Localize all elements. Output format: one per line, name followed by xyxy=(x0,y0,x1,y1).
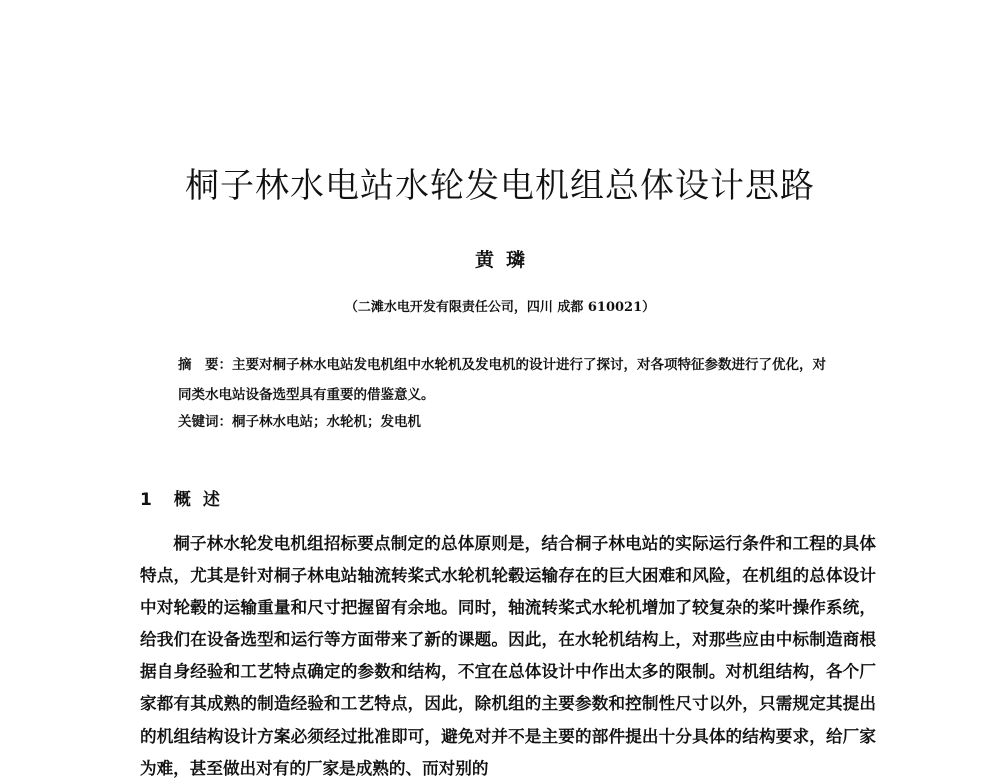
keywords-label: 关键词： xyxy=(178,414,232,430)
section-heading xyxy=(140,485,232,510)
section-number: 1 xyxy=(140,490,152,510)
abstract xyxy=(178,350,838,410)
section-paragraph: 桐子林水轮发电机组招标要点制定的总体原则是，结合桐子林电站的实际运行条件和工程的具体特点，尤其是针对桐子林电站轴流转桨式水轮机轮毂运输存在的巨大困难和风险，在机组的总体设计中对轮毂的运输重量和尺寸把握留有余地。同时，轴流转桨式水轮机增加了较复杂的桨叶操作系统，给我们在设备选型和运行等方面带来了新的课题。因此，在水轮机结构上，对那些应由中标制造商根据自身经验和工艺特点确定的参数和结构，不宜在总体设计中作出太多的限制。对机组结构，各个厂家都有其成熟的制造经验和工艺特点，因此，除机组的主要参数和控制性尺寸以外，只需规定其提出的机组结构设计方案必须经过批准即可，避免对并不是主要的部件提出十分具体的结构要求，给厂家为难，甚至做出对有的厂家是成熟的、而对别的 xyxy=(140,533,876,778)
keywords-text: 桐子林水电站；水轮机；发电机 xyxy=(232,414,421,430)
abstract-label: 摘 要： xyxy=(178,357,232,373)
keywords xyxy=(178,410,421,430)
author-affiliation: （二滩水电开发有限责任公司，四川 成都 610021） xyxy=(344,300,656,315)
paper-title: 桐子林水电站水轮发电机组总体设计思路 xyxy=(185,166,815,206)
author-name: 黄璘 xyxy=(474,249,537,271)
abstract-text: 主要对桐子林水电站发电机组中水轮机及发电机的设计进行了探讨，对各项特征参数进行了优化，对同类水电站设备选型具有重要的借鉴意义。 xyxy=(178,357,826,403)
section-title: 概述 xyxy=(173,490,232,510)
